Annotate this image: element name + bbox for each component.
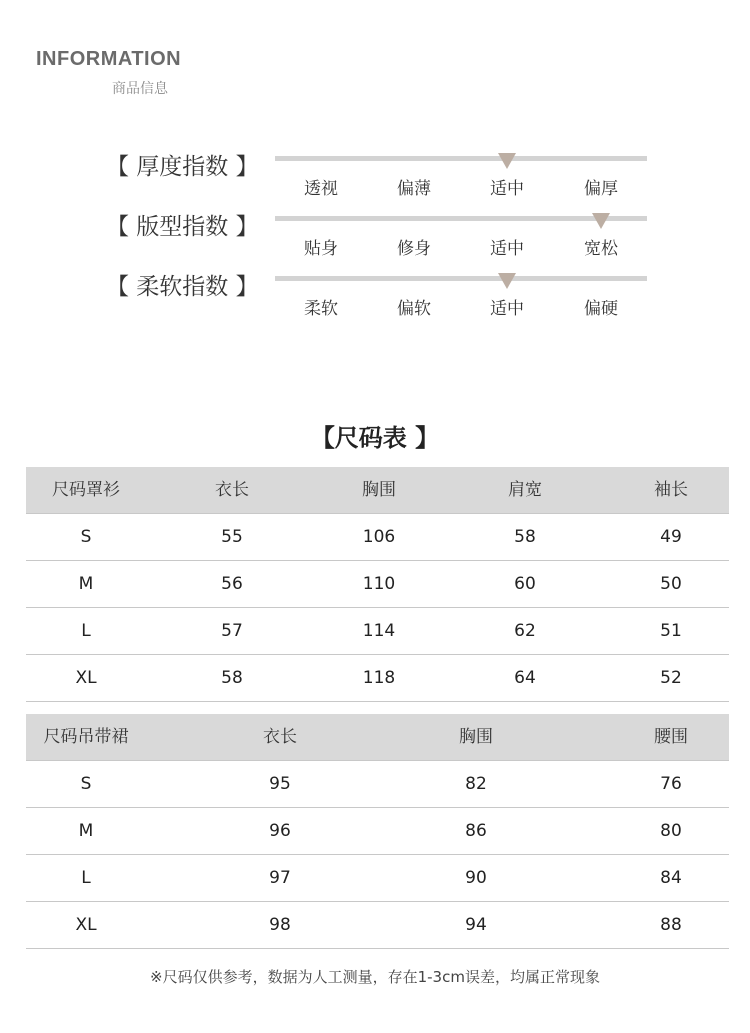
table-cell: 106 (362, 527, 396, 547)
index-option: 偏厚 (584, 179, 618, 199)
index-option: 偏硬 (584, 299, 618, 319)
table-header-cell: 腰围 (654, 727, 688, 747)
table-cell: 58 (514, 527, 536, 547)
table-cell: 50 (660, 574, 682, 594)
table-header-cell: 衣长 (215, 480, 249, 500)
table-cell: M (78, 574, 94, 594)
table-cell: XL (75, 668, 97, 688)
table-row (26, 561, 729, 608)
table-cell: 84 (660, 868, 682, 888)
size-chart-title: 【尺码表 】 (310, 424, 440, 452)
table-row (26, 514, 729, 561)
index-option: 适中 (490, 179, 524, 199)
table-cell: 51 (660, 621, 682, 641)
table-header-cell: 衣长 (263, 727, 297, 747)
index-label: 【 厚度指数 】 (106, 154, 259, 180)
table-header-cell: 袖长 (654, 480, 688, 500)
table-cell: 88 (660, 915, 682, 935)
size-table-bottom (26, 714, 729, 949)
table-cell: 49 (660, 527, 682, 547)
index-option: 适中 (490, 239, 524, 259)
table-header-cell: 胸围 (362, 480, 396, 500)
table-cell: 86 (465, 821, 487, 841)
table-cell: XL (75, 915, 97, 935)
table-cell: 82 (465, 774, 487, 794)
table-cell: 96 (269, 821, 291, 841)
index-bar (275, 156, 647, 161)
table-cell: 52 (660, 668, 682, 688)
index-row-thickness (0, 148, 750, 198)
header-title: INFORMATION (36, 48, 182, 70)
index-option: 透视 (304, 179, 338, 199)
table-row (26, 808, 729, 855)
index-row-softness (0, 268, 750, 318)
table-cell: 58 (221, 668, 243, 688)
table-cell: 62 (514, 621, 536, 641)
table-cell: S (80, 527, 92, 547)
table-header-cell: 肩宽 (508, 480, 542, 500)
table-cell: 110 (362, 574, 396, 594)
table-cell: 98 (269, 915, 291, 935)
table-row (26, 902, 729, 949)
table-header-cell: 胸围 (459, 727, 493, 747)
table-cell: 56 (221, 574, 243, 594)
index-marker-icon (498, 273, 516, 289)
index-row-fit (0, 208, 750, 258)
table-cell: 80 (660, 821, 682, 841)
table-cell: 95 (269, 774, 291, 794)
table-cell: L (81, 868, 91, 888)
header-subtitle: 商品信息 (112, 81, 168, 97)
table-cell: S (80, 774, 92, 794)
table-row (26, 761, 729, 808)
table-cell: 118 (362, 668, 396, 688)
table-cell: 94 (465, 915, 487, 935)
table-row (26, 855, 729, 902)
index-option: 偏软 (397, 299, 431, 319)
table-cell: 76 (660, 774, 682, 794)
index-marker-icon (592, 213, 610, 229)
table-header-row (26, 714, 729, 761)
index-option: 修身 (397, 239, 431, 259)
table-row (26, 655, 729, 702)
index-bar (275, 276, 647, 281)
index-option: 宽松 (584, 239, 618, 259)
table-cell: 64 (514, 668, 536, 688)
index-option: 贴身 (304, 239, 338, 259)
table-header-cell: 尺码吊带裙 (43, 727, 129, 747)
info-header (36, 48, 182, 97)
size-footnote: ※尺码仅供参考，数据为人工测量，存在1-3cm误差，均属正常现象 (150, 968, 600, 986)
table-cell: 55 (221, 527, 243, 547)
table-cell: L (81, 621, 91, 641)
index-marker-icon (498, 153, 516, 169)
index-option: 偏薄 (397, 179, 431, 199)
table-header-row (26, 467, 729, 514)
table-cell: 114 (362, 621, 396, 641)
table-header-cell: 尺码罩衫 (52, 480, 120, 500)
table-cell: 60 (514, 574, 536, 594)
table-row (26, 608, 729, 655)
table-cell: 97 (269, 868, 291, 888)
table-cell: M (78, 821, 94, 841)
index-label: 【 版型指数 】 (106, 214, 259, 240)
index-label: 【 柔软指数 】 (106, 274, 259, 300)
index-option: 适中 (490, 299, 524, 319)
table-cell: 57 (221, 621, 243, 641)
index-option: 柔软 (304, 299, 338, 319)
size-table-top (26, 467, 729, 702)
table-cell: 90 (465, 868, 487, 888)
index-bar (275, 216, 647, 221)
